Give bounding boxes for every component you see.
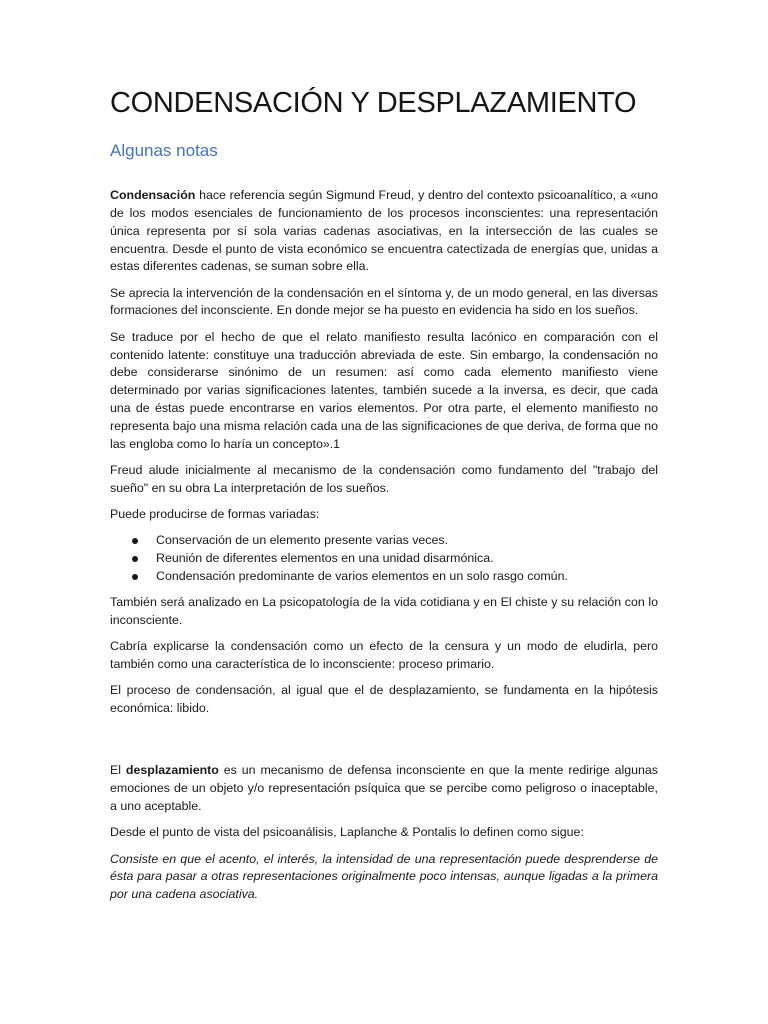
paragraph-sintoma: Se aprecia la intervención de la condensación en el síntoma y, de un modo general, en las diversas formaciones del inconsciente. En donde mejor se ha puesto en evidencia ha sido en los sueños.	[110, 285, 658, 318]
paragraph-condensacion-definition	[110, 187, 658, 276]
list-item	[110, 550, 658, 568]
list-item-text: Reunión de diferentes elementos en una unidad disarmónica.	[156, 551, 494, 566]
document-title: CONDENSACIÓN Y DESPLAZAMIENTO	[110, 87, 637, 119]
bullet-list	[110, 532, 658, 585]
paragraph-text: es un mecanismo de defensa inconsciente en que la mente redirige algunas emociones de un objeto y/o representación psíquica que se percibe como peligroso o inaceptable, a uno aceptable.	[110, 763, 658, 813]
document-subtitle: Algunas notas	[110, 140, 218, 160]
list-item	[110, 532, 658, 550]
paragraph-hipotesis-economica: El proceso de condensación, al igual que el de desplazamiento, se fundamenta en la hipótesis económica: libido.	[110, 683, 658, 716]
paragraph-laplanche-pontalis: Desde el punto de vista del psicoanálisis, Laplanche & Pontalis lo definen como sigue:	[110, 825, 584, 840]
paragraph-desplazamiento-definition	[110, 762, 658, 815]
term-desplazamiento: desplazamiento	[125, 763, 219, 778]
paragraph-formas-variadas: Puede producirse de formas variadas:	[110, 506, 320, 521]
paragraph-psicopatologia: También será analizado en La psicopatología de la vida cotidiana y en El chiste y su relación con lo inconsciente.	[110, 595, 658, 627]
list-item-text: Conservación de un elemento presente varias veces.	[156, 533, 449, 548]
bullet-icon	[132, 538, 138, 544]
bullet-icon	[132, 556, 138, 562]
bullet-icon	[132, 574, 138, 580]
section-spacer	[110, 726, 658, 762]
paragraph-freud-trabajo-sueno: Freud alude inicialmente al mecanismo de la condensación como fundamento del "trabajo del sueño" en su obra La interpretación de los sueños.	[110, 462, 658, 495]
term-condensacion: Condensación	[110, 188, 196, 203]
list-item	[110, 568, 658, 586]
paragraph-definition-quote: Consiste en que el acento, el interés, la intensidad de una representación puede desprenderse de ésta para pasar a otras representaciones originalmente poco intensas, aunque ligadas a la primera por una cadena asociativa.	[110, 851, 658, 902]
paragraph-relato-manifiesto: Se traduce por el hecho de que el relato manifiesto resulta lacónico en comparación con el contenido latente: constituye una traducción abreviada de este. Sin embargo, la condensación no debe considerarse sinónimo de un resumen: así como cada elemento manifiesto viene determinado por varias significaciones latentes, también sucede a la inversa, es decir, que cada una de éstas puede encontrarse en varios elementos. Por otra parte, el elemento manifiesto no representa bajo una misma relación cada una de las significaciones de que deriva, de forma que no las engloba como lo haría un concepto».1	[110, 329, 658, 451]
paragraph-censura: Cabría explicarse la condensación como un efecto de la censura y un modo de eludirla, pero también como una característica de lo inconsciente: proceso primario.	[110, 639, 658, 672]
list-item-text: Condensación predominante de varios elementos en un solo rasgo común.	[156, 568, 568, 583]
paragraph-text: hace referencia según Sigmund Freud, y dentro del contexto psicoanalítico, a «uno de los modos esenciales de funcionamiento de los procesos inconscientes: una representación única representa por sí sola varias cadenas asociativas, en la intersección de las cuales se encuentra. Desde el punto de vista económico se encuentra catectizada de energías que, unidas a estas diferentes cadenas, se suman sobre ella.	[110, 188, 658, 274]
paragraph-prefix: El	[110, 763, 126, 778]
